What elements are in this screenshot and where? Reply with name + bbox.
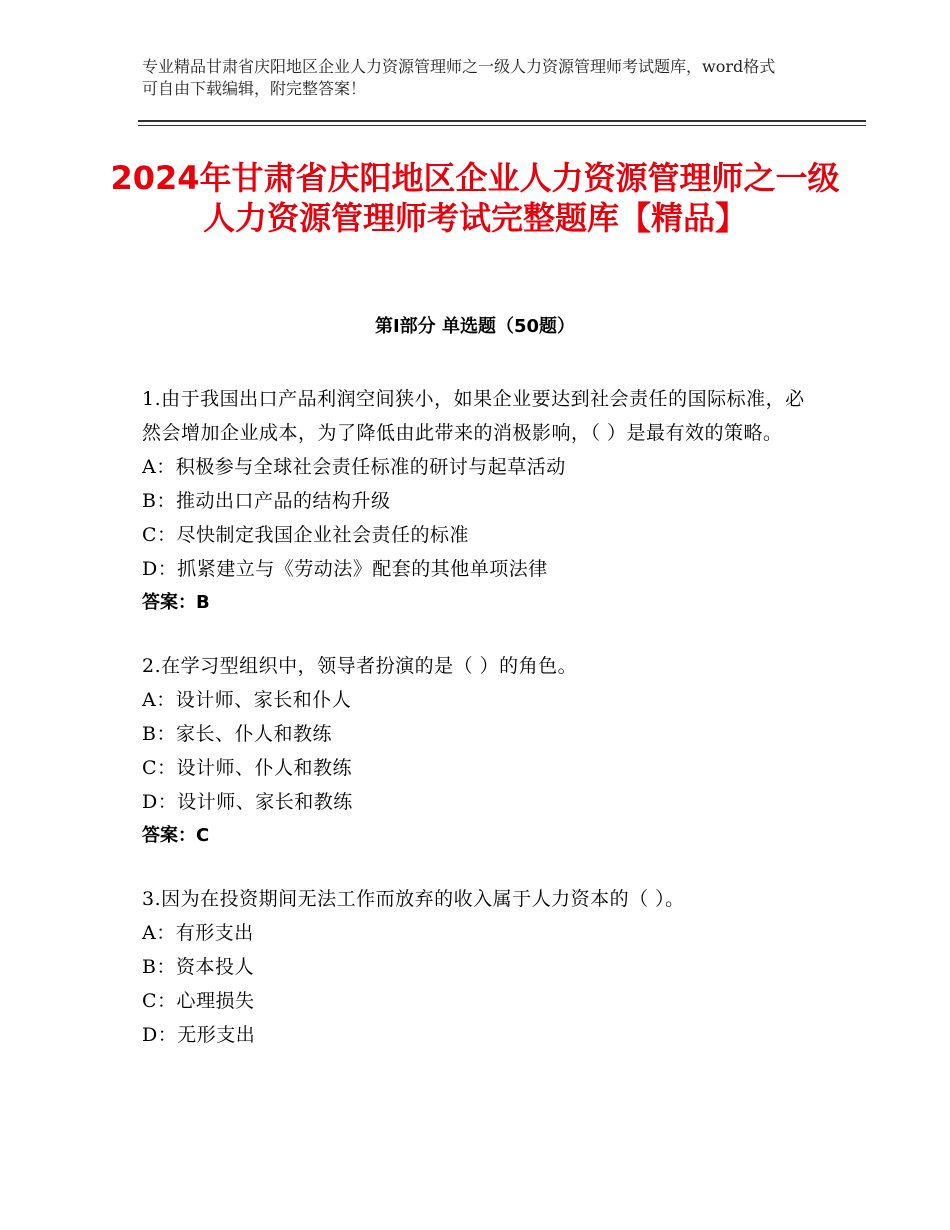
- option-a: A：有形支出: [142, 922, 254, 944]
- answer-line: 答案：C: [142, 825, 210, 846]
- option-a: A：设计师、家长和仆人: [142, 689, 352, 711]
- option-b: B：资本投人: [142, 956, 254, 978]
- section-title: 第Ⅰ部分 单选题（50题）: [374, 316, 575, 337]
- question-1: [142, 382, 807, 620]
- question-stem: 2.在学习型组织中，领导者扮演的是（ ）的角色。: [142, 655, 578, 677]
- option-d: D：设计师、家长和教练: [142, 791, 353, 813]
- question-list: [142, 382, 807, 1081]
- question-2: [142, 649, 807, 853]
- option-c: C：尽快制定我国企业社会责任的标准: [142, 524, 470, 546]
- option-c: C：心理损失: [142, 990, 255, 1012]
- option-d: D：无形支出: [142, 1024, 256, 1046]
- document-title: 2024年甘肃省庆阳地区企业人力资源管理师之一级人力资源管理师考试完整题库【精品】: [110, 159, 840, 237]
- question-stem: 1.由于我国出口产品利润空间狭小，如果企业要达到社会责任的国际标准，必然会增加企业成本，为了降低由此带来的消极影响，（ ）是最有效的策略。: [142, 388, 805, 444]
- option-c: C：设计师、仆人和教练: [142, 757, 353, 779]
- question-3: [142, 882, 807, 1052]
- header-note: 专业精品甘肃省庆阳地区企业人力资源管理师之一级人力资源管理师考试题库，word格式可自由下载编辑，附完整答案！: [142, 57, 776, 98]
- answer-line: 答案：B: [142, 592, 210, 613]
- option-a: A：积极参与全球社会责任标准的研讨与起草活动: [142, 456, 566, 478]
- header-divider: [138, 120, 866, 126]
- option-b: B：推动出口产品的结构升级: [142, 490, 391, 512]
- option-b: B：家长、仆人和教练: [142, 723, 332, 745]
- question-stem: 3.因为在投资期间无法工作而放弃的收入属于人力资本的（ ）。: [142, 888, 685, 910]
- option-d: D：抓紧建立与《劳动法》配套的其他单项法律: [142, 558, 548, 580]
